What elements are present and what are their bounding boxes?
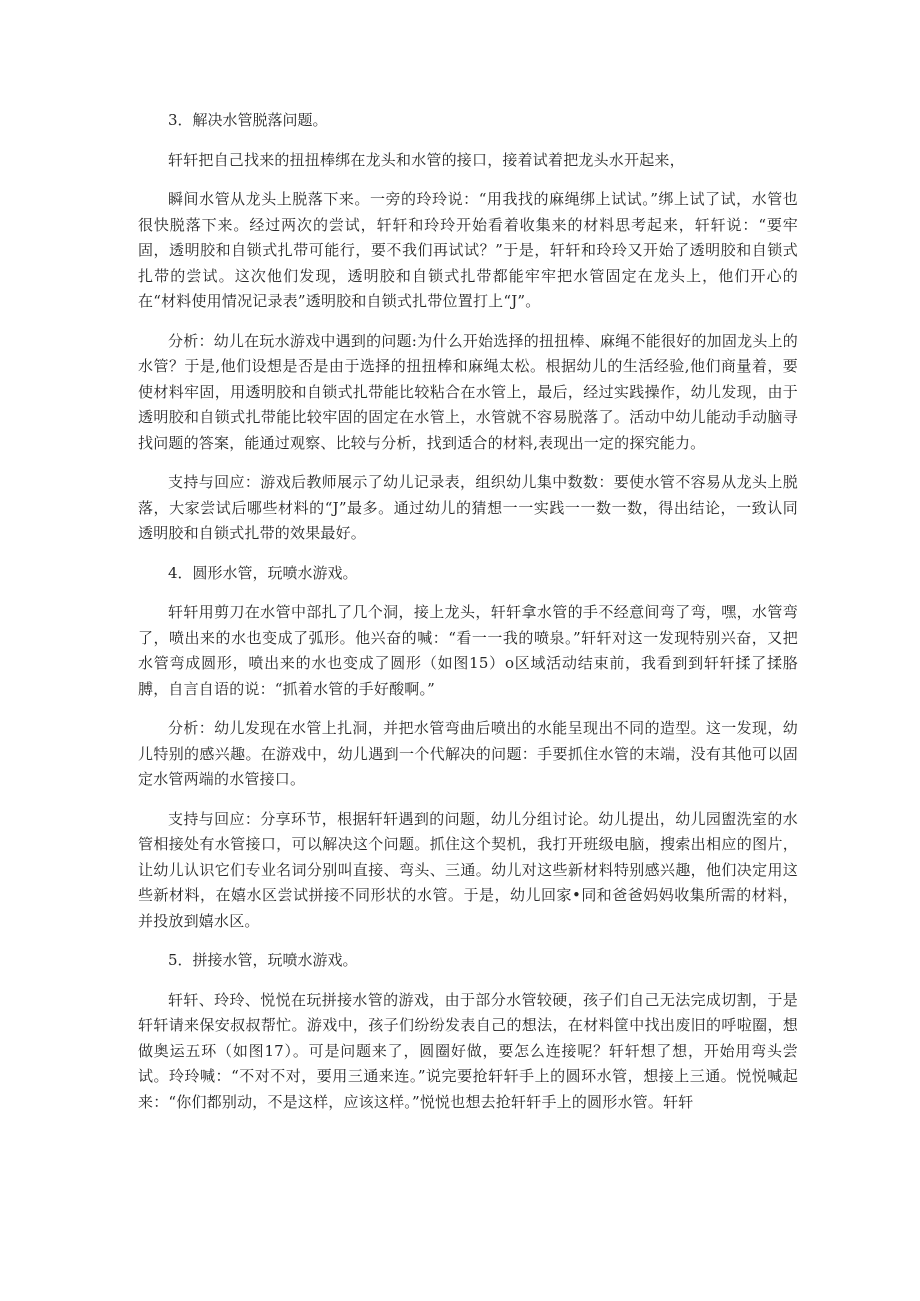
paragraph-narrative-1: 轩轩把自己找来的扭扭棒绑在龙头和水管的接口，接着试着把龙头水开起来， [168,150,685,169]
paragraph-narrative-3: 轩轩用剪刀在水管中部扎了几个洞，接上龙头，轩轩拿水管的手不经意间弯了弯，嘿，水管弯了，喷出来的水也变成了弧形。他兴奋的喊：“看一一我的喷泉。”轩轩对这一发现特别兴奋，又把水管弯成圆形，喷出来的水也变成了圆形（如图15）o区域活动结束前，我看到到轩轩揉了揉胳膊，自言自语的说：“抓着水管的手好酸啊。” [138,603,798,698]
document-page [138,108,798,1115]
paragraph-analysis-1: 分析：幼儿在玩水游戏中遇到的问题:为什么开始选择的扭扭棒、麻绳不能很好的加固龙头上的水管？于是,他们设想是否是由于选择的扭扭棒和麻绳太松。根据幼儿的生活经验,他们商量着，要使材料牢固，用透明胶和自锁式扎带能比较粘合在水管上，最后，经过实践操作，幼儿发现，由于透明胶和自锁式扎带能比较牢固的固定在水管上，水管就不容易脱落了。活动中幼儿能动手动脑寻找问题的答案，能通过观察、比较与分析，找到适合的材料,表现出一定的探究能力。 [138,331,798,452]
paragraph-support-1: 支持与回应：游戏后教师展示了幼儿记录表，组织幼儿集中数数：要使水管不容易从龙头上脱落，大家尝试后哪些材料的“J”最多。通过幼儿的猜想一一实践一一数一数，得出结论，一致认同透明胶和自锁式扎带的效果最好。 [138,473,798,542]
section-heading-3: 3．解决水管脱落问题。 [168,111,328,129]
paragraph-analysis-2: 分析：幼儿发现在水管上扎洞，并把水管弯曲后喷出的水能呈现出不同的造型。这一发现，幼儿特别的感兴趣。在游戏中，幼儿遇到一个代解决的问题：手要抓住水管的末端，没有其他可以固定水管两端的水管接口。 [138,719,798,788]
section-heading-4: 4．圆形水管，玩喷水游戏。 [168,563,358,582]
paragraph-support-2: 支持与回应：分享环节，根据轩轩遇到的问题，幼儿分组讨论。幼儿提出，幼儿园盥洗室的水管相接处有水管接口，可以解决这个问题。抓住这个契机，我打开班级电脑，搜索出相应的图片，让幼儿认识它们专业名词分别叫直接、弯头、三通。幼儿对这些新材料特别感兴趣，他们决定用这些新材料，在嬉水区尝试拼接不同形状的水管。于是，幼儿回家•同和爸爸妈妈收集所需的材料，并投放到嬉水区。 [138,809,798,930]
section-heading-5: 5．拼接水管，玩喷水游戏。 [168,951,358,969]
paragraph-narrative-4: 轩轩、玲玲、悦悦在玩拼接水管的游戏，由于部分水管较硬，孩子们自己无法完成切割，于是轩轩请来保安叔叔帮忙。游戏中，孩子们纷纷发表自己的想法，在材料筐中找出废旧的呼啦圈，想做奥运五环（如图17）。可是问题来了，圆圈好做，要怎么连接呢？轩轩想了想，开始用弯头尝试。玲玲喊：“不对不对，要用三通来连。”说完要抢轩轩手上的圆环水管，想接上三通。悦悦喊起来：“你们都别动，不是这样，应该这样。”悦悦也想去抢轩轩手上的圆形水管。轩轩 [138,990,798,1111]
paragraph-narrative-2: 瞬间水管从龙头上脱落下来。一旁的玲玲说：“用我找的麻绳绑上试试。”绑上试了试，水管也很快脱落下来。经过两次的尝试，轩轩和玲玲开始看着收集来的材料思考起来，轩轩说：“要牢固，透明胶和自锁式扎带可能行，要不我们再试试？”于是，轩轩和玲玲又开始了透明胶和自锁式扎带的尝试。这次他们发现，透明胶和自锁式扎带都能牢牢把水管固定在龙头上，他们开心的在“材料使用情况记录表”透明胶和自锁式扎带位置打上“J”。 [138,190,798,310]
